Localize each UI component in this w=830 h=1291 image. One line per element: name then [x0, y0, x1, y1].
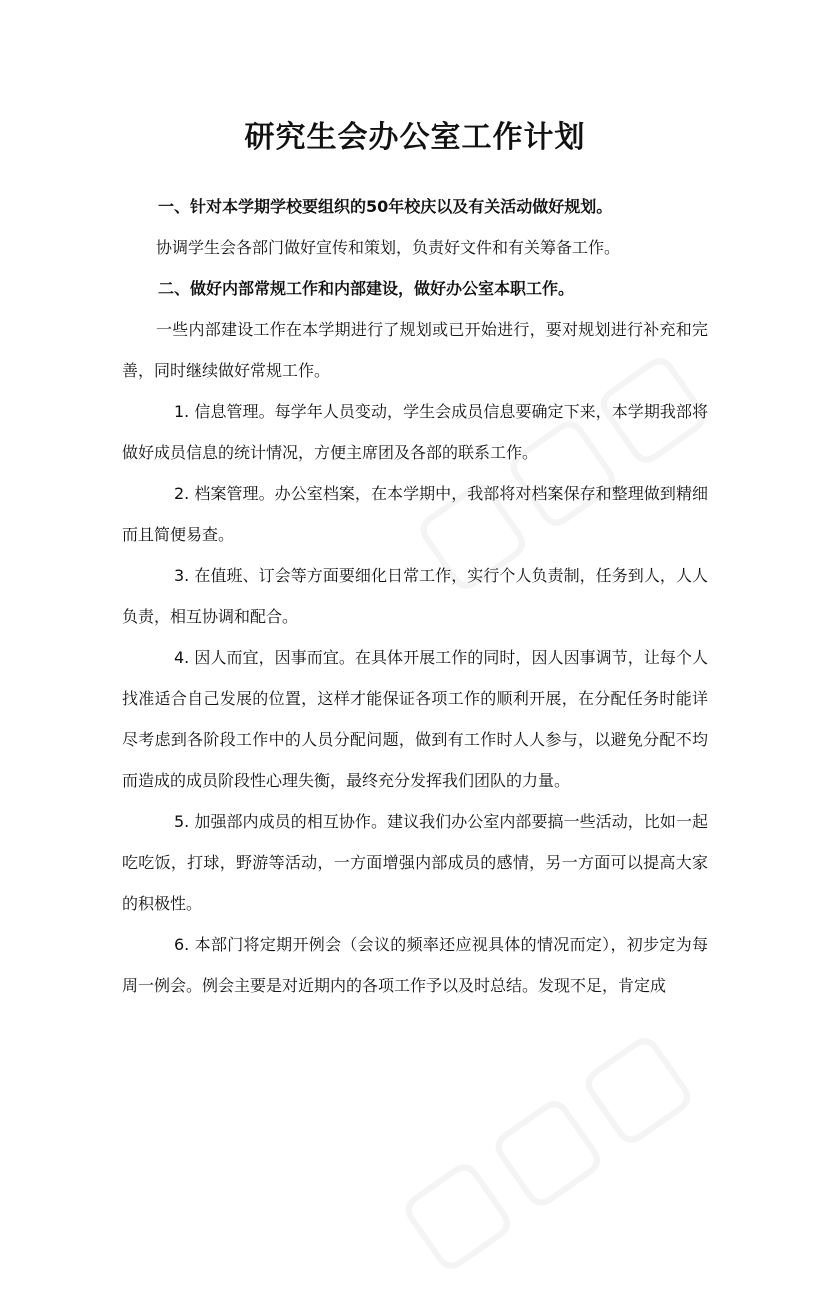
list-item-1: 1. 信息管理。每学年人员变动，学生会成员信息要确定下来，本学期我部将做好成员信息的统计情况，方便主席团及各部的联系工作。 [122, 402, 708, 462]
watermark-graphic [373, 997, 717, 1291]
paragraph-1: 协调学生会各部门做好宣传和策划，负责好文件和有关筹备工作。 [156, 238, 621, 257]
document-body [122, 186, 708, 1006]
section-heading-2: 二、做好内部常规工作和内部建设，做好办公室本职工作。 [158, 279, 575, 298]
paragraph-2: 一些内部建设工作在本学期进行了规划或已开始进行，要对规划进行补充和完善，同时继续做好常规工作。 [122, 320, 708, 380]
page-title: 研究生会办公室工作计划 [244, 120, 586, 155]
list-item-4: 4. 因人而宜，因事而宜。在具体开展工作的同时，因人因事调节，让每个人找准适合自己发展的位置，这样才能保证各项工作的顺利开展，在分配任务时能详尽考虑到各阶段工作中的人员分配问题，做到有工作时人人参与，以避免分配不均而造成的成员阶段性心理失衡，最终充分发挥我们团队的力量。 [122, 648, 708, 790]
list-item-5: 5. 加强部内成员的相互协作。建议我们办公室内部要搞一些活动，比如一起吃吃饭，打球，野游等活动，一方面增强内部成员的感情，另一方面可以提高大家的积极性。 [122, 812, 708, 913]
section-heading-1: 一、针对本学期学校要组织的50年校庆以及有关活动做好规划。 [158, 197, 613, 216]
list-item-3: 3. 在值班、订会等方面要细化日常工作，实行个人负责制，任务到人，人人负责，相互协调和配合。 [122, 566, 708, 626]
list-item-2: 2. 档案管理。办公室档案，在本学期中，我部将对档案保存和整理做到精细而且简便易查。 [122, 484, 708, 544]
list-item-6: 6. 本部门将定期开例会（会议的频率还应视具体的情况而定），初步定为每周一例会。例会主要是对近期内的各项工作予以及时总结。发现不足，肯定成 [122, 935, 708, 995]
